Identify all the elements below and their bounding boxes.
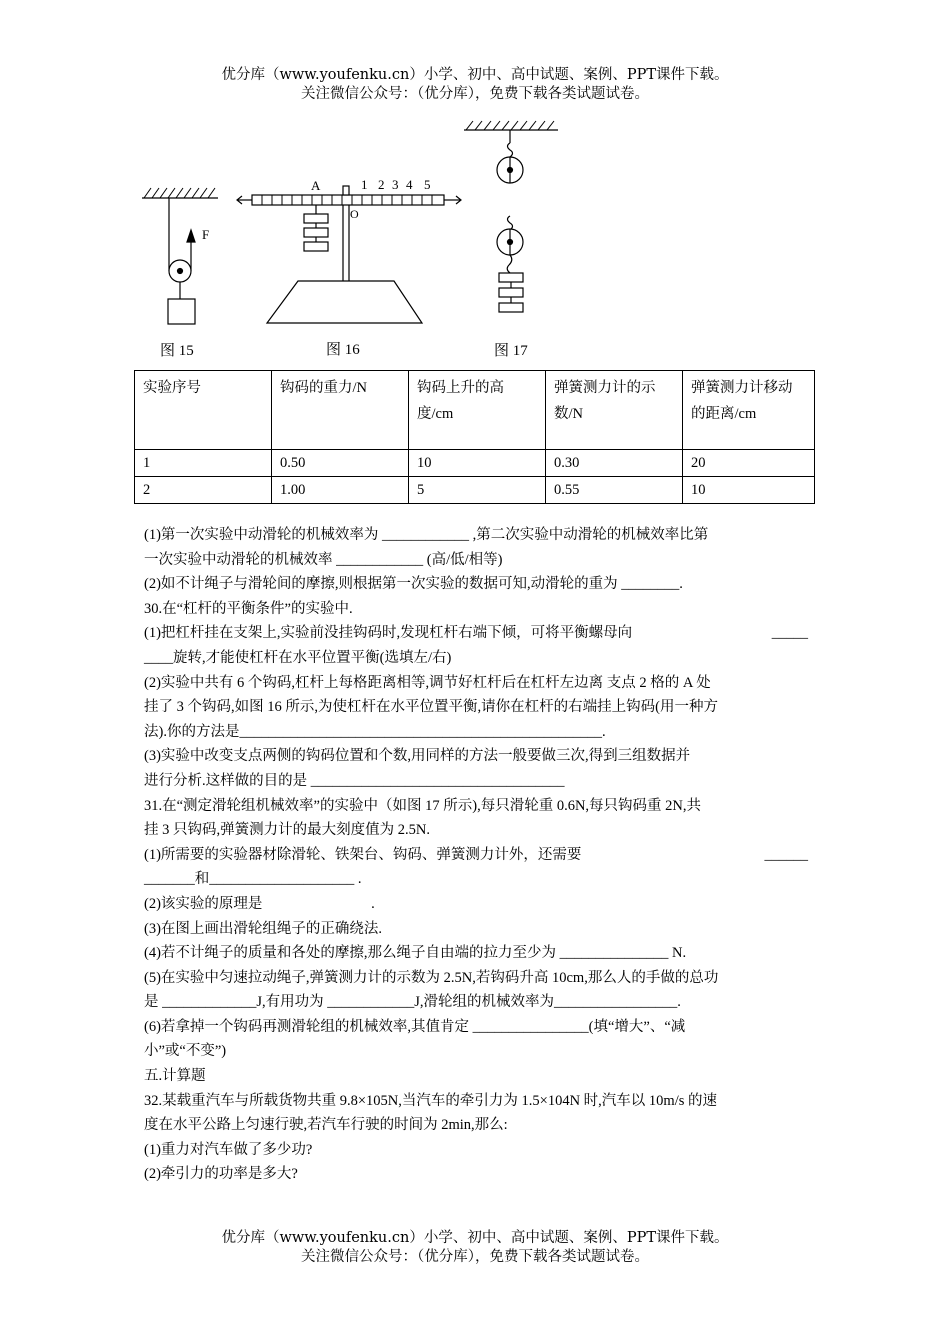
table-cell: 5 (409, 477, 546, 504)
figure-15-movable-pulley (142, 188, 218, 359)
table-cell: 0.55 (546, 477, 683, 504)
q32-line-b: 度在水平公路上匀速行驶,若汽车行驶的时间为 2min,那么: (144, 1117, 508, 1134)
figures (130, 118, 730, 368)
q31-3: (3)在图上画出滑轮组绳子的正确绕法. (144, 920, 383, 937)
table-row (135, 450, 815, 477)
q30-1-line-a (144, 621, 808, 646)
lever-label-a: A (311, 178, 321, 193)
lever-tick-5: 5 (424, 177, 431, 192)
q31-4: (4)若不计绳子的质量和各处的摩擦,那么绳子自由端的拉力至少为 _______________ N. (144, 945, 687, 962)
q31-line-b: 挂 3 只钩码,弹簧测力计的最大刻度值为 2.5N. (144, 822, 430, 839)
column-header: 实验序号 (135, 371, 272, 450)
table-cell: 1.00 (272, 477, 409, 504)
column-header: 钩码上升的高度/cm (409, 371, 546, 450)
table-cell: 1 (135, 450, 272, 477)
q31-5-line-a: (5)在实验中匀速拉动绳子,弹簧测力计的示数为 2.5N,若钩码升高 10cm,那么人的手做的总功 (144, 969, 719, 986)
header-line-2: 关注微信公众号：（优分库），免费下载各类试题试卷。 (301, 86, 649, 102)
lever-tick-2: 2 (378, 177, 385, 192)
q30-3-line-b: 进行分析.这样做的目的是 ___________________________________ (144, 772, 565, 789)
q30-2-line-c: 法).你的方法是__________________________________________________. (144, 723, 606, 740)
column-header: 弹簧测力计的示数/N (546, 371, 683, 450)
q31-6-line-a: (6)若拿掉一个钩码再测滑轮组的机械效率,其值肯定 ________________(填“增大”、“减 (144, 1018, 686, 1035)
q31-6-line-b: 小”或“不变”) (144, 1043, 227, 1060)
q32-line-a: 32.某载重汽车与所载货物共重 9.8×105N,当汽车的牵引力为 1.5×104N 时,汽车以 10m/s 的速 (144, 1092, 717, 1109)
q30-3-line-a: (3)实验中改变支点两侧的钩码位置和个数,用同样的方法一般要做三次,得到三组数据并 (144, 748, 691, 765)
column-header: 弹簧测力计移动的距离/cm (683, 371, 815, 450)
q29-1-line-a: (1)第一次实验中动滑轮的机械效率为 ____________ ,第二次实验中动滑轮的机械效率比第 (144, 527, 709, 543)
table-header-row (135, 371, 815, 450)
q31-line-a: 31.在“测定滑轮组机械效率”的实验中（如图 17 所示),每只滑轮重 0.6N,每只钩码重 2N,共 (144, 797, 702, 814)
lever-tick-1: 1 (361, 177, 368, 192)
table-cell: 10 (409, 450, 546, 477)
lever-pivot-label: O (350, 207, 359, 221)
header-line-1: 优分库（www.youfenku.cn）小学、初中、高中试题、案例、PPT课件下载。 (221, 67, 729, 83)
question-content (144, 523, 808, 1187)
figure-17-pulley-block (464, 121, 558, 359)
q30-2-line-b: 挂了 3 个钩码,如图 16 所示,为使杠杆在水平位置平衡,请你在杠杆的右端挂上钩码(用一种方 (144, 699, 718, 716)
q31-1-line-a (144, 843, 808, 868)
table-cell: 2 (135, 477, 272, 504)
page-header (0, 66, 950, 104)
table-cell: 10 (683, 477, 815, 504)
column-header: 钩码的重力/N (272, 371, 409, 450)
q30-1-line-b: ____旋转,才能使杠杆在水平位置平衡(选填左/右) (144, 649, 452, 666)
table-cell: 0.30 (546, 450, 683, 477)
q31-1-blank: ______ (764, 846, 808, 863)
q30-2-line-a: (2)实验中共有 6 个钩码,杠杆上每格距离相等,调节好杠杆后在杠杆左边离 支点 2 格的 A 处 (144, 674, 711, 691)
q31-2: (2)该实验的原理是 . (144, 895, 375, 912)
experiment-table (134, 370, 815, 504)
q31-5-line-b: 是 _____________J,有用功为 ____________J,滑轮组的机械效率为_________________. (144, 994, 681, 1011)
q32-1: (1)重力对汽车做了多少功? (144, 1141, 313, 1158)
q30-title: 30.在“杠杆的平衡条件”的实验中. (144, 600, 353, 617)
table-cell: 0.50 (272, 450, 409, 477)
figure-16-lever (237, 177, 461, 358)
footer-line-1: 优分库（www.youfenku.cn）小学、初中、高中试题、案例、PPT课件下载。 (221, 1230, 729, 1246)
q29-2: (2)如不计绳子与滑轮间的摩擦,则根据第一次实验的数据可知,动滑轮的重为 ________. (144, 576, 683, 593)
table-cell: 20 (683, 450, 815, 477)
q32-2: (2)牵引力的功率是多大? (144, 1166, 298, 1183)
q30-1-text: (1)把杠杆挂在支架上,实验前没挂钩码时,发现杠杆右端下倾，可将平衡螺母向 (144, 625, 633, 642)
figure-16-caption: 图 16 (326, 342, 360, 358)
q30-1-blank: _____ (771, 625, 808, 642)
footer-line-2: 关注微信公众号：（优分库），免费下载各类试题试卷。 (301, 1249, 649, 1265)
q31-1-line-b: _______和____________________ . (144, 871, 362, 888)
figure-17-caption: 图 17 (494, 343, 528, 359)
section-5-title: 五.计算题 (144, 1068, 206, 1085)
q31-1-text: (1)所需要的实验器材除滑轮、铁架台、钩码、弹簧测力计外，还需要 (144, 846, 582, 863)
figure-15-caption: 图 15 (160, 343, 194, 359)
force-label: F (202, 227, 210, 242)
table-row (135, 477, 815, 504)
lever-tick-4: 4 (406, 177, 413, 192)
page-footer (0, 1229, 950, 1267)
q29-1-line-b: 一次实验中动滑轮的机械效率 ____________ (高/低/相等) (144, 551, 503, 568)
lever-tick-3: 3 (392, 177, 399, 192)
